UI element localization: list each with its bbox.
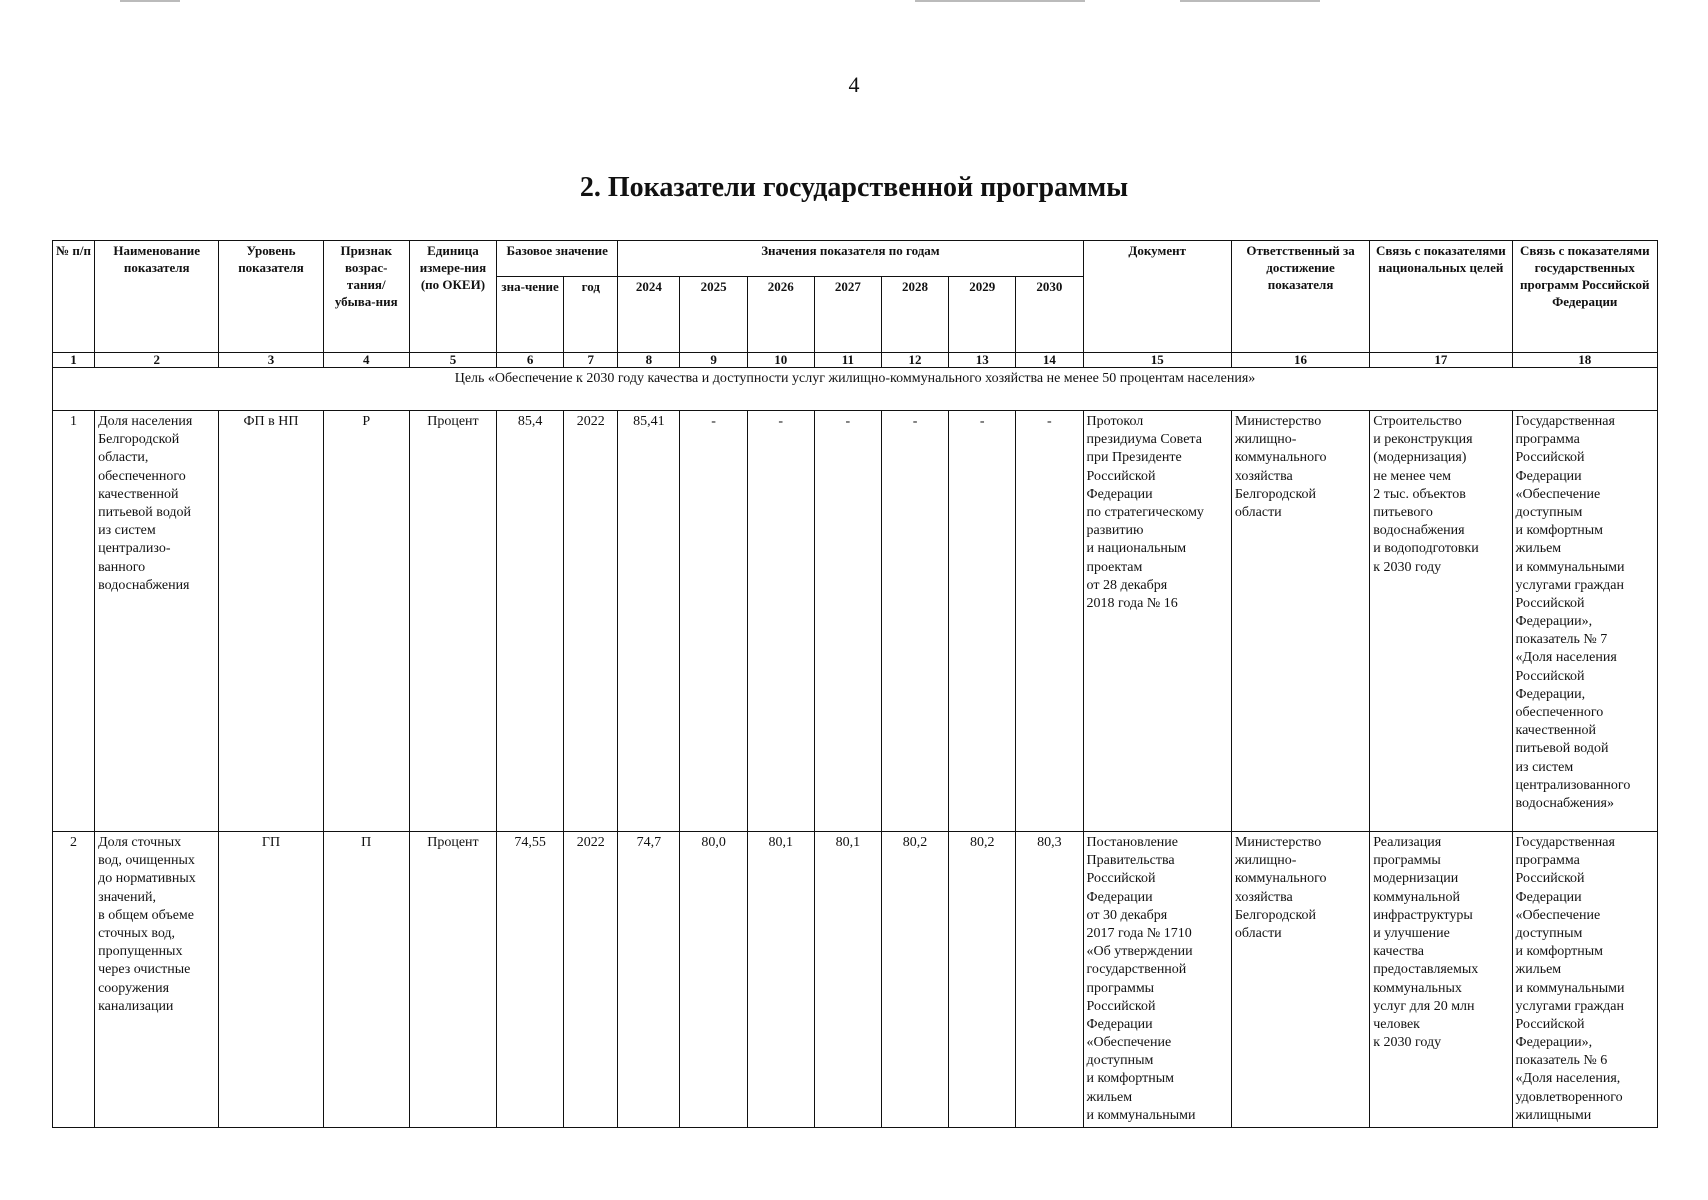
state-programs-cell-line: из систем (1515, 759, 1574, 775)
state-programs-cell-line: «Обеспечение (1515, 907, 1601, 923)
scan-edge-mark (120, 0, 180, 2)
column-numbers-row (53, 353, 1658, 368)
document-cell-line: и комфортным (1086, 1071, 1174, 1087)
column-number: 10 (747, 353, 814, 368)
header-year: 2024 (618, 277, 680, 353)
state-programs-cell-line: водоснабжения» (1515, 795, 1614, 811)
national-goals-cell-line: человек (1373, 1016, 1420, 1032)
document-cell-line: 2018 года № 16 (1086, 595, 1178, 611)
state-programs-cell-line: «Доля населения, (1515, 1071, 1621, 1087)
state-programs-cell-line: обеспеченного (1515, 705, 1604, 720)
header-year: 2029 (949, 277, 1016, 353)
column-number: 13 (949, 353, 1016, 368)
indicator-name-line: через очистные (98, 962, 191, 978)
header-trend: Признак возрас-тания/ убыва-ния (323, 241, 409, 353)
national-goals-cell-line: (модернизация) (1373, 450, 1467, 466)
state-programs-cell-line: Федерации (1515, 468, 1582, 484)
indicator-name-line: обеспеченного (98, 468, 186, 484)
national-goals-cell-line: инфраструктуры (1373, 907, 1473, 923)
responsible-cell-line: жилищно- (1234, 432, 1297, 448)
national-goals-cell-line: водоснабжения (1373, 523, 1465, 539)
national-goals-cell (1370, 411, 1512, 832)
state-programs-cell-line: удовлетворенного (1515, 1089, 1623, 1105)
indicator-name-line: Доля населения (98, 414, 193, 429)
document-cell (1083, 832, 1231, 1128)
column-number: 7 (564, 353, 618, 368)
indicator-name-line: вод, очищенных (98, 853, 195, 869)
year-value: 85,41 (618, 411, 680, 832)
goal-text: Цель «Обеспечение к 2030 году качества и доступности услуг жилищно-коммунального хозяйства не менее 50 процентам населения» (53, 368, 1658, 411)
responsible-cell-line: жилищно- (1234, 853, 1297, 869)
header-years-group: Значения показателя по годам (618, 241, 1083, 277)
column-number: 8 (618, 353, 680, 368)
national-goals-cell-line: к 2030 году (1373, 559, 1442, 575)
column-number: 3 (219, 353, 323, 368)
indicator-name-line: до нормативных (98, 871, 196, 887)
indicators-table (52, 240, 1658, 1128)
indicator-name-line: Доля сточных (98, 835, 182, 850)
national-goals-cell-line: коммунальной (1373, 889, 1460, 905)
document-cell-line: от 28 декабря (1086, 577, 1168, 593)
responsible-cell-line: Министерство (1234, 835, 1322, 850)
state-programs-cell-line: «Обеспечение (1515, 486, 1601, 502)
scan-edge-mark (1180, 0, 1320, 2)
base-value: 85,4 (497, 411, 564, 832)
state-programs-cell-line: и коммунальными (1515, 980, 1625, 996)
year-value: - (881, 411, 948, 832)
table-row (53, 832, 1658, 1128)
document-cell-line: Российской (1086, 468, 1156, 484)
column-number: 9 (680, 353, 747, 368)
responsible-cell-line: хозяйства (1234, 468, 1293, 484)
year-value: 80,1 (814, 832, 881, 1128)
year-value: - (680, 411, 747, 832)
responsible-cell-line: коммунального (1234, 450, 1327, 466)
document-cell-line: программы (1086, 980, 1155, 996)
document-cell-line: Постановление (1086, 835, 1179, 850)
national-goals-cell-line: и водоподготовки (1373, 541, 1479, 557)
indicator-name-line: в общем объеме (98, 907, 194, 923)
base-year: 2022 (564, 411, 618, 832)
column-number: 6 (497, 353, 564, 368)
state-programs-cell-line: и комфортным (1515, 944, 1603, 960)
indicator-name-line: пропущенных (98, 944, 183, 960)
state-programs-cell-line: питьевой водой (1515, 741, 1609, 757)
responsible-cell (1231, 832, 1369, 1128)
document-cell-line: Федерации (1086, 889, 1153, 905)
table-row (53, 411, 1658, 832)
state-programs-cell-line: программа (1515, 432, 1580, 448)
state-programs-cell-line: жильем (1515, 962, 1562, 978)
header-national-goals: Связь с показателями национальных целей (1370, 241, 1512, 353)
base-value: 74,55 (497, 832, 564, 1128)
document-cell-line: государственной (1086, 962, 1187, 978)
indicator-name-line: ванного (98, 559, 146, 575)
header-year: 2025 (680, 277, 747, 353)
document-cell-line: «Об утверждении (1086, 944, 1193, 960)
indicator-name (95, 832, 219, 1128)
column-number: 2 (95, 353, 219, 368)
state-programs-cell-line: доступным (1515, 925, 1583, 941)
document-cell-line: доступным (1086, 1053, 1154, 1069)
indicator-trend: Р (323, 411, 409, 832)
document-cell-line: Федерации (1086, 486, 1153, 502)
document-cell-line: и коммунальными (1086, 1107, 1196, 1123)
responsible-cell-line: Белгородской (1234, 907, 1317, 923)
column-number: 14 (1016, 353, 1083, 368)
indicator-trend: П (323, 832, 409, 1128)
responsible-cell-line: хозяйства (1234, 889, 1293, 905)
header-unit: Единица измере-ния (по ОКЕИ) (409, 241, 496, 353)
indicator-name (95, 411, 219, 832)
state-programs-cell-line: показатель № 7 (1515, 632, 1608, 648)
indicator-level: ФП в НП (219, 411, 323, 832)
year-value: 80,3 (1016, 832, 1083, 1128)
state-programs-cell-line: услугами граждан (1515, 998, 1625, 1014)
national-goals-cell-line: и улучшение (1373, 925, 1450, 941)
year-value: 74,7 (618, 832, 680, 1128)
header-state-programs: Связь с показателями государственных программ Российской Федерации (1512, 241, 1657, 353)
state-programs-cell-line: Российской (1515, 595, 1585, 611)
header-row-1 (53, 241, 1658, 277)
row-number: 1 (53, 411, 95, 832)
state-programs-cell-line: Государственная (1515, 414, 1615, 429)
column-number: 12 (881, 353, 948, 368)
header-name: Наименование показателя (95, 241, 219, 353)
column-number: 16 (1231, 353, 1369, 368)
goal-row (53, 368, 1658, 411)
responsible-cell-line: Белгородской (1234, 486, 1317, 502)
state-programs-cell-line: Российской (1515, 1016, 1585, 1032)
national-goals-cell-line: услуг для 20 млн (1373, 998, 1475, 1014)
indicator-name-line: водоснабжения (98, 577, 190, 593)
document-cell-line: проектам (1086, 559, 1143, 575)
year-value: - (747, 411, 814, 832)
column-number: 17 (1370, 353, 1512, 368)
document-cell-line: от 30 декабря (1086, 907, 1168, 923)
national-goals-cell-line: программы (1373, 853, 1441, 869)
national-goals-cell-line: качества (1373, 944, 1425, 960)
header-responsible: Ответственный за достижение показателя (1231, 241, 1369, 353)
header-year: 2027 (814, 277, 881, 353)
year-value: 80,2 (881, 832, 948, 1128)
header-level: Уровень показателя (219, 241, 323, 353)
indicator-name-line: питьевой водой (98, 504, 192, 520)
document-cell-line: Федерации (1086, 1016, 1153, 1032)
state-programs-cell-line: услугами граждан (1515, 577, 1625, 593)
indicator-name-line: качественной (98, 486, 179, 502)
document-cell-line: жильем (1086, 1089, 1133, 1105)
header-num: № п/п (53, 241, 95, 353)
document-cell-line: «Обеспечение (1086, 1035, 1172, 1051)
state-programs-cell-line: Федерации, (1515, 686, 1586, 702)
indicator-unit: Процент (409, 411, 496, 832)
document-cell-line: Правительства (1086, 853, 1175, 869)
header-base-year: год (564, 277, 618, 353)
column-number: 1 (53, 353, 95, 368)
national-goals-cell-line: коммунальных (1373, 980, 1462, 996)
column-number: 5 (409, 353, 496, 368)
page-number: 4 (848, 72, 860, 97)
state-programs-cell-line: качественной (1515, 723, 1596, 739)
document-cell-line: по стратегическому (1086, 504, 1204, 520)
state-programs-cell-line: и коммунальными (1515, 559, 1625, 575)
national-goals-cell-line: модернизации (1373, 871, 1459, 887)
document-cell-line: Российской (1086, 871, 1156, 887)
header-base-group: Базовое значение (497, 241, 618, 277)
state-programs-cell-line: Федерации», (1515, 1035, 1593, 1051)
document-cell-line: Российской (1086, 998, 1156, 1014)
document-cell-line: развитию (1086, 523, 1144, 539)
document-cell-line: Протокол (1086, 414, 1144, 429)
header-year: 2028 (881, 277, 948, 353)
indicator-name-line: значений, (98, 889, 157, 905)
state-programs-cell-line: Федерации (1515, 889, 1582, 905)
state-programs-cell-line: централизованного (1515, 777, 1631, 793)
national-goals-cell-line: не менее чем (1373, 468, 1452, 484)
state-programs-cell-line: Российской (1515, 668, 1585, 684)
document-cell-line: при Президенте (1086, 450, 1182, 466)
state-programs-cell-line: Российской (1515, 450, 1585, 466)
national-goals-cell-line: к 2030 году (1373, 1035, 1442, 1051)
indicator-name-line: области, (98, 450, 149, 466)
responsible-cell-line: области (1234, 925, 1282, 941)
indicator-name-line: сточных вод, (98, 925, 176, 941)
indicator-name-line: из систем (98, 523, 156, 539)
national-goals-cell-line: питьевого (1373, 504, 1433, 520)
state-programs-cell-line: жильем (1515, 541, 1562, 557)
year-value: 80,2 (949, 832, 1016, 1128)
column-number: 15 (1083, 353, 1231, 368)
responsible-cell-line: области (1234, 504, 1282, 520)
document-cell-line: и национальным (1086, 541, 1187, 557)
national-goals-cell (1370, 832, 1512, 1128)
header-year: 2030 (1016, 277, 1083, 353)
responsible-cell-line: Министерство (1234, 414, 1322, 429)
year-value: - (949, 411, 1016, 832)
row-number: 2 (53, 832, 95, 1128)
header-base-value: зна-чение (497, 277, 564, 353)
national-goals-cell-line: предоставляемых (1373, 962, 1479, 978)
scan-edge-mark (915, 0, 1085, 2)
document-cell (1083, 411, 1231, 832)
year-value: 80,1 (747, 832, 814, 1128)
state-programs-cell-line: Государственная (1515, 835, 1615, 850)
state-programs-cell-line: программа (1515, 853, 1580, 869)
state-programs-cell-line: Российской (1515, 871, 1585, 887)
year-value: - (1016, 411, 1083, 832)
column-number: 4 (323, 353, 409, 368)
state-programs-cell-line: показатель № 6 (1515, 1053, 1608, 1069)
state-programs-cell (1512, 411, 1657, 832)
state-programs-cell-line: доступным (1515, 504, 1583, 520)
state-programs-cell-line: и комфортным (1515, 523, 1603, 539)
page-title: 2. Показатели государственной программы (579, 172, 1129, 203)
year-value: - (814, 411, 881, 832)
state-programs-cell-line: Федерации», (1515, 614, 1593, 630)
column-number: 11 (814, 353, 881, 368)
indicator-name-line: канализации (98, 998, 174, 1014)
national-goals-cell-line: и реконструкция (1373, 432, 1473, 448)
header-document: Документ (1083, 241, 1231, 353)
document-cell-line: 2017 года № 1710 (1086, 925, 1192, 941)
indicator-name-line: Белгородской (98, 432, 180, 448)
base-year: 2022 (564, 832, 618, 1128)
state-programs-cell (1512, 832, 1657, 1128)
column-number: 18 (1512, 353, 1657, 368)
indicator-level: ГП (219, 832, 323, 1128)
indicator-name-line: централизо- (98, 541, 171, 557)
year-value: 80,0 (680, 832, 747, 1128)
header-year: 2026 (747, 277, 814, 353)
indicator-name-line: сооружения (98, 980, 170, 996)
indicator-unit: Процент (409, 832, 496, 1128)
national-goals-cell-line: Реализация (1373, 835, 1442, 850)
state-programs-cell-line: «Доля населения (1515, 650, 1617, 666)
document-cell-line: президиума Совета (1086, 432, 1202, 448)
state-programs-cell-line: жилищными (1515, 1107, 1592, 1123)
responsible-cell (1231, 411, 1369, 832)
national-goals-cell-line: Строительство (1373, 414, 1462, 429)
responsible-cell-line: коммунального (1234, 871, 1327, 887)
national-goals-cell-line: 2 тыс. объектов (1373, 486, 1466, 502)
